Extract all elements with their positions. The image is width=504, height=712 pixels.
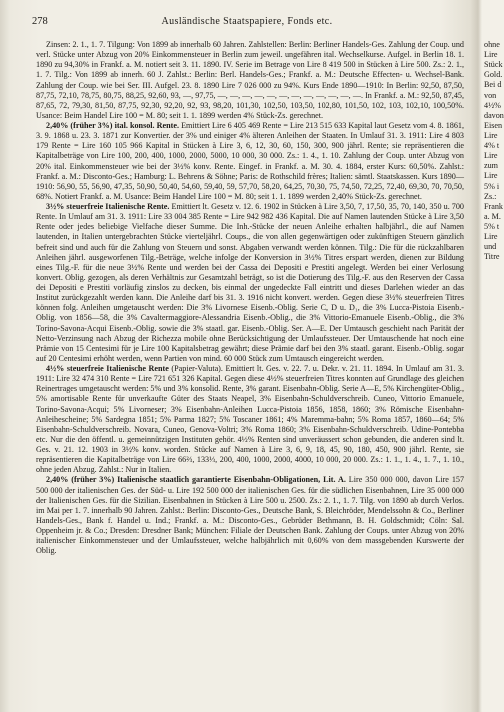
adjacent-page-line: zum (484, 161, 498, 171)
adjacent-page-line: Eisen (484, 120, 503, 130)
adjacent-page-line: Stück (484, 60, 503, 70)
adjacent-page-line: a. M. (484, 211, 501, 221)
paragraph-eisenbahn-obligationen: 2,40% (früher 3%) Italienische staatlich garantierte Eisenbahn-Obligationen, Lit. A. Lire 350 000 000, davon Lire 157 500 000 der italienischen Ges. der Süd- u. Lire 192 500 000 der italienischen Ges. für die südlichen Eisenbahnen, Lire 35 000 000 der Italienischen Ges. für die Sizilian. Eisenbahnen in Stücken à Lire 500 u. 2500. Zs.: 2. 1., 1. 7. Tilg. von 1890 ab durch Verlos. im Mai per 1. 7. innerhalb 90 Jahren. Zahlst.: Berlin: Disconto-Ges., Deutsche Bank, S. Bleichröder, Mendelssohn & Co., Berliner Handels-Ges., Bank f. Handel u. Ind.; Frankf. a. M.: Disconto-Ges., Gebrüder Bethmann, B. H. Goldschmidt; Cöln: Sal. Oppenheim jr. & Co.; Dresden: Dresdner Bank; München: Filiale der Deutschen Bank. Zahlung der Coups. unter Abzug von 20% italienischer Einkommensteuer und der Umlaufssteuer, welche halbjährlich mit 0,60% von dem massgebenden Kurswerte der Oblig. (36, 475, 465, 556)
page-number: 278 (32, 16, 48, 27)
adjacent-page-line: 4½% (484, 100, 501, 110)
paragraph-konsol-rente: 2,40% (früher 3%) ital. konsol. Rente. Emittiert Lire 6 405 469 Rente = Lire 213 515 633 Kapital laut Gesetz vom 4. 8. 1861, 3. 9. 1868 u. 23. 3. 1871 zur Konvertier. der 3% und einiger 4% älteren Anleihen der Staaten. In Umlauf 31. 3. 1911: Lire 4 803 179 Rente = Lire 160 105 966 Kapital in Stücken à Lire 3, 6, 12, 30, 60, 150, 300, 900 jährl. Rente; sie repräsentieren die Kapitalbeträge von Lire 100, 200, 400, 1000, 2000, 5000, 10 000, 30 000. Zs.: 1. 4., 1. 10. Zahlung der Coup. unter Abzug von 20% ital. Einkommensteuer wie bei der 3½% konv. Rente. Eingef. in Frankf. a. M. 30. 4. 1884, erster Kurs: 60,50%. Zahlst.: Frankf. a. M.: Disconto-Ges.; Hamburg: L. Behrens & Söhne; Paris: de Rothschild frères; Italien: sämtl. Staatskassen. Kurs 1890—1910: 56,90, 55, 56,90, 47,35, 50,90, 50,40, 54,60, 59,40, 59, 57,70, 58,20, 64,25, 70,30, 75, 74,50, 72,25, 72,40, 69,30, 70, 70,50, 68%. Notiert Frankf. a. M. Usance: Beim Handel Lire 100 = M. 80; seit 1. 1. 1899 werden 2,40% Stück-Zs. gerechnet. (36, 121, 464, 201)
adjacent-page-line: Lire (484, 50, 498, 60)
paragraph-4-5-rente: 4½% steuerfreie Italienische Rente (Papier-Valuta). Emittiert lt. Ges. v. 22. 7. u. Dekr. v. 21. 11. 1894. In Umlauf am 31. 3. 1911: Lire 32 474 310 Rente = Lire 721 651 326 Kapital. Gegen diese 4½% steuerfreien Titres konnten auf Grundlage des gleichen Reinertrages umgetauscht werden: 5% und 3% konsolid. Rente, 3% garant. Eisenbahn-Oblig. Serie A—E, 5% Kirchengüter-Oblig., 5% amortisable Rente für unverkaufte Güter des Staats Neapel, 3% Eisenbahn-Schuldverschreib. Cuneo, Vittorio Emanuele, Torino-Savona-Acqui; 5% Livorneser; 3% Eisenbahn-Anleihen Lucca-Pistoia 1856, 1858, 1860; 3% Römische Eisenbahn-Anleihescheine; 5% Sardegna 1851; 5% Parma 1827; 5% Toscaner 1861; 4% Maremma-bahn; 5% Roma 1857, 1860—64; 5% Eisenbahn-Schuldverschreib. Novara, Cuneo, Genova-Voltri; 3% Roma 1860; 3% Eisenbahn-Schuldverschreib. Udine-Pontebba etc. Nur die den öffentl. u. gemeinnützigen Instituten gehör. 4½% Renten sind unveräussert schon gebunden, die anderen sind lt. Ges. v. 21. 12. 1903 in 3½% konv. worden. Stücke auf Namen à Lire 3, 6, 9, 18, 45, 90, 180, 450, 900 jährl. Rente, sie repräsentieren die Kapitalbeträge von Lire 66⅔, 133⅓, 200, 400, 1000, 2000, 4000, 10 000, 20 000. Zs.: 1. 1., 1. 4., 1. 7., 1. 10., ohne jeden Abzug. Zahlst.: Nur in Italien. (36, 364, 464, 475)
page-header (32, 16, 462, 28)
adjacent-page-line: davon (484, 110, 504, 120)
adjacent-page-line: Lire (484, 130, 498, 140)
adjacent-page-line: 5% i (484, 181, 500, 191)
adjacent-page-line: 5% t (484, 221, 500, 231)
main-text-column (36, 40, 464, 556)
adjacent-page-line: von (484, 90, 497, 100)
adjacent-page-line: ohne (484, 40, 500, 49)
adjacent-page-line: Gold. (484, 70, 503, 80)
adjacent-page-line: und (484, 242, 497, 252)
adjacent-page-fragments (484, 40, 504, 262)
running-title: Ausländische Staatspapiere, Fonds etc. (161, 16, 333, 27)
adjacent-page-line: Zs.: (484, 191, 497, 201)
paragraph-series-iv: Zinsen: 2. 1., 1. 7. Tilgung: Von 1899 ab innerhalb 60 Jahren. Zahlstellen: Berlin: Berliner Handels-Ges. Zahlung der Coup. und verl. Stücke unter Abzug von 20% Einkommensteuer in Berlin zum jeweil. ungefähren ital. Wechselkurse. Aufgel. in Berlin 18. 1. 1890 zu 94,30% in Frankf. a. M. notiert seit 3. 11. 1890. IV. Serie im Betrage von Lire 8 419 500 in Stücken à Lire 500. Zs.: 2. 1., 1. 7. Tilg.: Von 1899 ab innerh. 60 J. Zahlst.: Berlin: Berl. Handels-Ges.; Frankf. a. M.: Deutsche Effecten- u. Wechsel-Bank. Zahlung der Coup. wie bei Ser. III. Aufgel. 23. 8. 1890 Lire 7 026 000 zu 94%. Kurs Ende 1890—1910: In Berlin: 92,50, 87,50, 87,75, 72,10, 78,75, 80,75, 88,25, 92,60, 93, —, 97,75, —, —, —, —, —, —, —, —, —, —, —, —. In Frankf. a. M.: 92,50, 87,45, 87,65, 72, 79,30, 81,50, 87,75, 92,30, 92,20, 92, 93, 98,20, 101,30, 102,50, 103,50, 102,80, 101,50, 102, 103, 102,10, 100,50%. Usance: Beim Handel Lire 100 = M. 80; seit 1. 1. 1899 werden 4% Stück-Zs. gerechnet. (36, 40, 464, 120)
adjacent-page-line: Lire (484, 232, 498, 242)
adjacent-page-line: Bei d (484, 80, 502, 90)
adjacent-page-line: Titre (484, 252, 500, 262)
paragraph-3-5-rente: 3½% steuerfreie Italienische Rente. Emittiert lt. Gesetz v. 12. 6. 1902 in Stücken à Lire 3,50, 7, 17,50, 35, 70, 140, 350 u. 700 Rente. In Umlauf am 31. 3. 1911: Lire 33 004 385 Rente = Lire 942 982 436 Kapital. Die auf Namen lautenden Stücke à Lire 3,50 Rente oder jedes beliebige Vielfache dieser Summe. Die Inh.-Stücke der neuen Anleihe erhalten halbjährl., die auf Namen lautenden, in Italien untergebrachten Stücke vierteljährl. Coups., die von allen gegenwärtigen oder zukünftigen Steuern gänzlich befreit sind und auch für die Zahlung von Steuern und sonst. Abgaben verwandt werden können. Tilg.: Die für die rückzahlbaren Anleihen jährl. ausgeworfenen Tilg.-Beträge, welche infolge der Konversion in 3½% Titres erspart werden, dienen zur Bildung eines Tilg.-F. für die neue 3½% Rente und werden bei der Cassa dei Depositi e Prestiti angelegt. Werden bei einer Verlosung konvert. Oblig. gezogen, als deren Verhältnis zur Gesamtzahl beträgt, so ist die Dotierung des Tilg.-F. aus den Reserven der Cassa dei Depositi e Prestiti vorläufig zinslos zu decken, bis einmal der ungedeckte Fall eintritt und dieses Darlehen wieder an das Institut zurückgezahlt werden kann. Die Anleihe darf bis 31. 3. 1916 nicht konvert. werden. Gegen diese 3½% steuerfreien Titres können folg. Anleihen umgetauscht werden: Die 3% Livornese Eisenb.-Oblig. Serie C, D u. D₁, die 3% Lucca-Pistoia Eisenb.-Oblig. von 1856—58, die 3% Cavaltermaggiore-Alessandria Eisenb.-Oblig., die 3% Vittorio-Emanuele Eisenb.-Oblig., die 3% Torino-Savona-Acqui Eisenb.-Oblig. sowie die 3% staatl. gar. Eisenb.-Oblig. Ser. A—E. Der Umtausch geschieht nach Parität der Netto-Verzinsung nach Abzug der Richezza mobile ohne Berücksichtigung der Umlaufssteuer. Der Umtauschende hat noch eine Prämie von 15 Centesimi für je Lire 100 Kapitalsbetrag gewährt; diese Prämie darf bei den 3% staatl. garant. Eisenb.-Oblig. sogar auf 20 Centesimi erhöht werden, wenn Partien von mind. 60 000 Stück zum Umtausch eingereicht werden. (36, 202, 464, 363)
adjacent-page-line: Lire (484, 171, 498, 181)
adjacent-page-line: Frank (484, 201, 503, 211)
adjacent-page-line: 4% t (484, 141, 500, 151)
adjacent-page-line: Lire (484, 151, 498, 161)
